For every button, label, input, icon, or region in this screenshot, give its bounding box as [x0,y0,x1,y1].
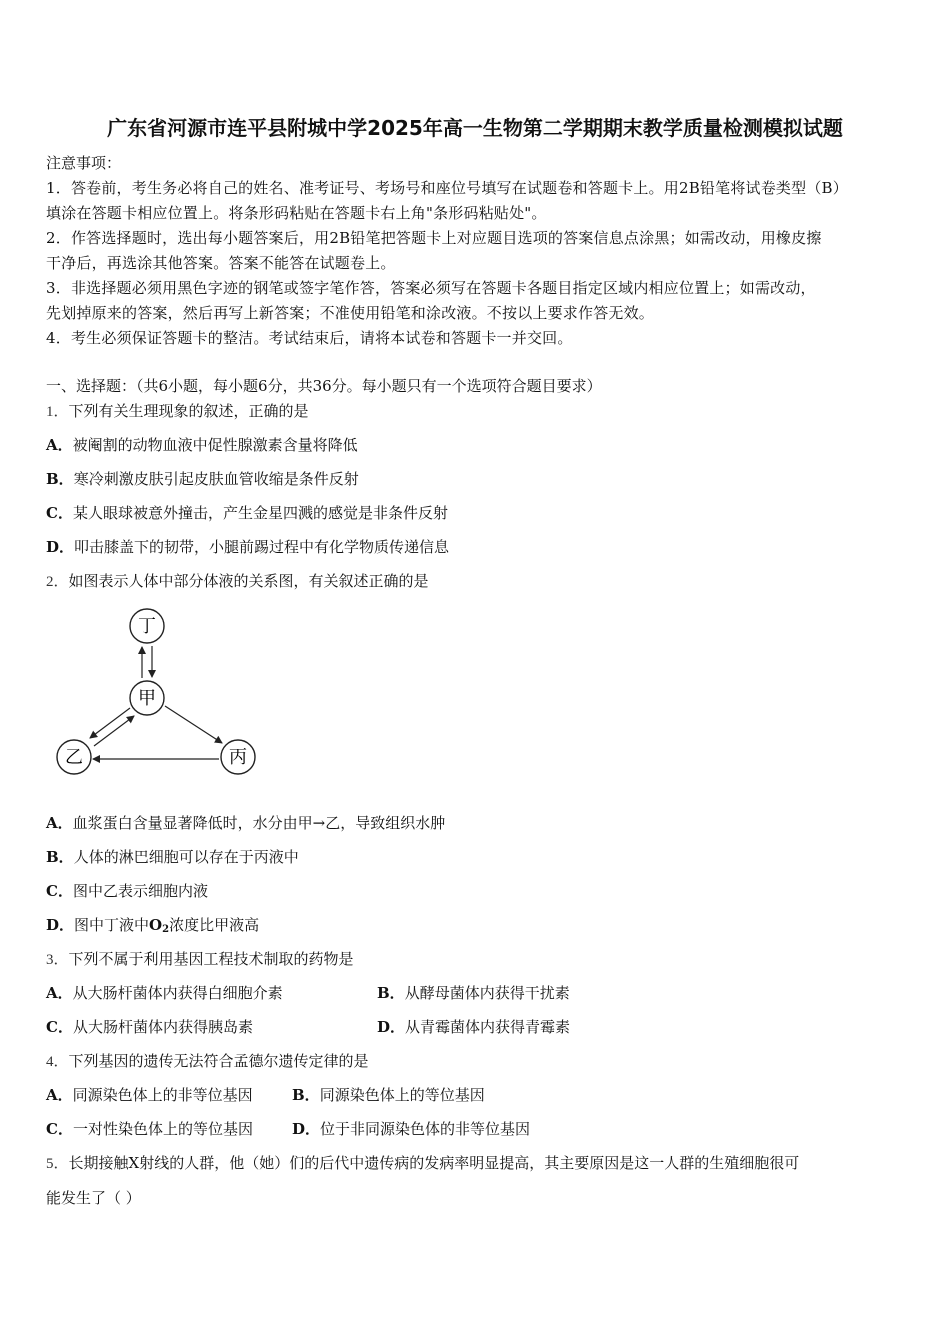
q3-option-c [46,1018,253,1036]
option-text: 被阉割的动物血液中促性腺激素含量将降低 [72,436,358,454]
notice-line: 干净后，再选涂其他答案。答案不能答在试题卷上。 [46,254,396,272]
option-letter: A． [46,814,73,832]
section-heading: 一、选择题：（共6小题，每小题6分，共36分。每小题只有一个选项符合题目要求） [46,377,602,395]
option-text: 从青霉菌体内获得青霉素 [405,1018,571,1036]
q3-option-d [377,1018,570,1036]
question-number: 5． [46,1156,69,1172]
option-letter: D． [46,916,75,934]
option-letter: A． [46,1086,73,1104]
q4-option-a [46,1086,253,1104]
option-text: 浓度比甲液高 [169,916,260,934]
option-text: 叩击膝盖下的韧带，小腿前踢过程中有化学物质传递信息 [74,538,450,556]
option-text: 位于非同源染色体的非等位基因 [320,1120,531,1138]
q2-option-d [46,916,259,939]
option-letter: D． [377,1018,406,1036]
option-text: 血浆蛋白含量显著降低时，水分由甲→乙，导致组织水肿 [72,814,446,832]
question-number: 3． [46,952,69,968]
q4-option-b [292,1086,485,1104]
notice-line: 2．作答选择题时，选出每小题答案后，用2B铅笔把答题卡上对应题目选项的答案信息点涂黑；如需改动，用橡皮擦 [46,229,822,247]
option-letter: A． [46,984,73,1002]
notice-line: 填涂在答题卡相应位置上。将条形码粘贴在答题卡右上角"条形码粘贴处"。 [46,204,547,222]
q4-option-d [292,1120,530,1138]
option-letter: D． [46,538,75,556]
option-text: 同源染色体上的非等位基因 [72,1086,253,1104]
notice-line: 4．考生必须保证答题卡的整洁。考试结束后，请将本试卷和答题卡一并交回。 [46,329,573,347]
question-4 [46,1052,369,1071]
body-fluid-diagram [46,600,266,785]
notice-line: 先划掉原来的答案，然后再写上新答案；不准使用铅笔和涂改液。不按以上要求作答无效。 [46,304,655,322]
node-bing-label: 丙 [229,747,247,768]
q4-option-c [46,1120,253,1138]
option-letter: A． [46,436,73,454]
question-stem: 下列基因的遗传无法符合孟德尔遗传定律的是 [68,1052,369,1070]
q2-option-c [46,882,208,900]
question-number: 2． [46,574,69,590]
q2-option-a [46,814,445,832]
question-stem: 下列有关生理现象的叙述，正确的是 [68,402,309,420]
q3-option-a [46,984,283,1002]
arrow-jia-to-bing [165,706,222,743]
question-3 [46,950,354,969]
o2-symbol: O [149,916,163,934]
option-text: 从大肠杆菌体内获得白细胞介素 [72,984,283,1002]
option-text: 某人眼球被意外撞击，产生金星四溅的感觉是非条件反射 [72,504,448,522]
question-stem: 下列不属于利用基因工程技术制取的药物是 [68,950,354,968]
notice-heading: 注意事项： [46,154,122,172]
q3-option-b [377,984,570,1002]
option-letter: B． [46,470,74,488]
option-text: 从酵母菌体内获得干扰素 [404,984,570,1002]
option-text: 同源染色体上的等位基因 [319,1086,485,1104]
option-text: 图中丁液中 [74,916,150,934]
q2-option-b [46,848,299,866]
option-text: 从大肠杆菌体内获得胰岛素 [72,1018,253,1036]
option-letter: C． [46,882,73,900]
option-letter: D． [292,1120,321,1138]
option-letter: C． [46,1120,73,1138]
o2-formula [149,916,169,934]
option-text: 一对性染色体上的等位基因 [72,1120,253,1138]
option-letter: B． [46,848,74,866]
option-letter: B． [292,1086,320,1104]
notice-line: 3．非选择题必须用黑色字迹的钢笔或签字笔作答，答案必须写在答题卡各题目指定区域内相应位置上；如需改动， [46,279,816,297]
option-letter: C． [46,504,73,522]
question-5 [46,1154,799,1173]
question-2 [46,572,429,591]
node-yi-label: 乙 [65,747,83,768]
o2-subscript: 2 [162,924,170,935]
option-letter: B． [377,984,405,1002]
q1-option-d [46,538,449,556]
node-ding-label: 丁 [138,616,156,637]
question-stem: 如图表示人体中部分体液的关系图，有关叙述正确的是 [68,572,429,590]
option-text: 寒冷刺激皮肤引起皮肤血管收缩是条件反射 [73,470,359,488]
page-title: 广东省河源市连平县附城中学2025年高一生物第二学期期末教学质量检测模拟试题 [107,116,843,140]
node-jia-label: 甲 [138,688,156,709]
q1-option-b [46,470,359,488]
option-text: 人体的淋巴细胞可以存在于丙液中 [73,848,299,866]
option-letter: C． [46,1018,73,1036]
question-stem: 长期接触X射线的人群，他（她）们的后代中遗传病的发病率明显提高，其主要原因是这一人群的生殖细胞很可 [68,1154,800,1172]
question-5-continued: 能发生了（ ） [46,1189,141,1207]
question-1 [46,402,309,421]
notice-line: 1．答卷前，考生务必将自己的姓名、准考证号、考场号和座位号填写在试题卷和答题卡上。用2B铅笔将试卷类型（B） [46,179,848,197]
q1-option-c [46,504,448,522]
q1-option-a [46,436,358,454]
question-number: 1． [46,404,69,420]
option-text: 图中乙表示细胞内液 [72,882,208,900]
question-number: 4． [46,1054,69,1070]
